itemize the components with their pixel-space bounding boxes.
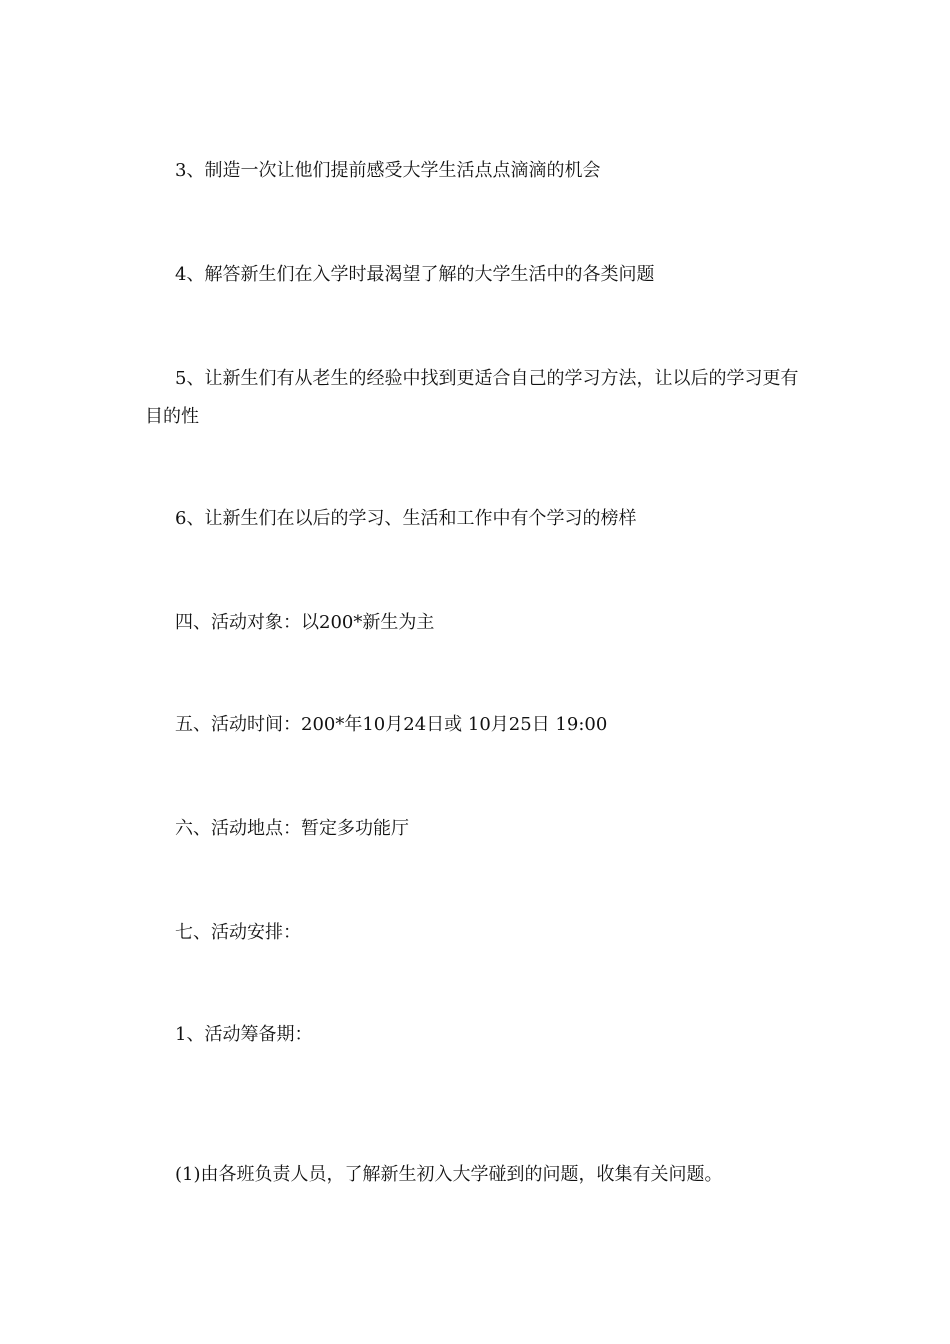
paragraph-goal-4: 4、解答新生们在入学时最渴望了解的大学生活中的各类问题: [175, 264, 655, 285]
paragraph-goal-3: 3、制造一次让他们提前感受大学生活点点滴滴的机会: [175, 160, 601, 181]
paragraph-goal-6: 6、让新生们在以后的学习、生活和工作中有个学习的榜样: [175, 508, 637, 529]
paragraph-activity-time: 五、活动时间：200*年10月24日或 10月25日 19:00: [175, 714, 608, 735]
paragraph-goal-5: 5、让新生们有从老生的经验中找到更适合自己的学习方法，让以后的学习更有目的性: [145, 368, 799, 427]
paragraph-preparation-phase: 1、活动筹备期：: [175, 1024, 313, 1045]
paragraph-activity-target: 四、活动对象：以200*新生为主: [175, 612, 435, 633]
paragraph-activity-arrangement: 七、活动安排：: [175, 922, 301, 943]
paragraph-activity-location: 六、活动地点：暂定多功能厅: [175, 818, 409, 839]
paragraph-preparation-item-1: (1)由各班负责人员，了解新生初入大学碰到的问题，收集有关问题。: [175, 1164, 723, 1185]
